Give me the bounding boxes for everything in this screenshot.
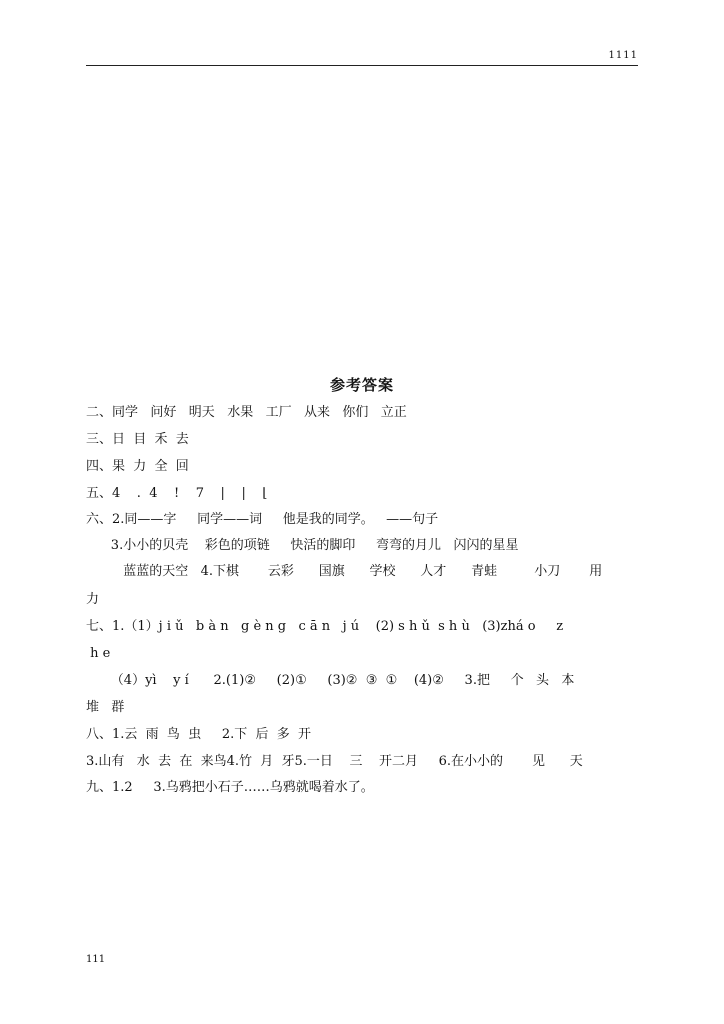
answer-line: 七、1.（1）j i ǔ b à n g è n g c ā n j ú (2) s h ǔ s h ù (3)zhá o z (86, 619, 564, 634)
answer-line: 堆 群 (86, 700, 125, 715)
answer-line: 三、日 目 禾 去 (86, 432, 189, 447)
answer-line: 八、1.云 雨 鸟 虫 2.下 后 多 开 (86, 727, 312, 742)
answer-line: 九、1.2 3.乌鸦把小石子……乌鸦就喝着水了。 (86, 780, 374, 795)
answer-key-title: 参考答案 (329, 376, 394, 394)
footer-page-number: 111 (86, 954, 106, 965)
answer-line: 蓝蓝的天空 4.下棋 云彩 国旗 学校 人才 青蛙 小刀 用 (86, 564, 603, 579)
answer-line: h e (86, 646, 111, 661)
answer-line: 四、果 力 全 回 (86, 459, 189, 474)
answer-line: 3.小小的贝壳 彩色的项链 快活的脚印 弯弯的月儿 闪闪的星星 (86, 538, 519, 553)
answer-line: （4）yì y í 2.(1)② (2)① (3)② ③ ① (4)② 3.把 个 头 本 (86, 673, 575, 688)
answer-line: 3.山有 水 去 在 来鸟4.竹 月 牙5.一日 三 开二月 6.在小小的 见 天 (86, 754, 583, 769)
answer-line: 力 (86, 592, 100, 607)
answer-line: 二、同学 问好 明天 水果 工厂 从来 你们 立正 (86, 405, 407, 420)
header-divider (86, 65, 638, 66)
answer-line: 六、2.同——字 同学——词 他是我的同学。 ——句子 (86, 512, 439, 527)
header-page-number: 1111 (608, 50, 638, 61)
answer-line: 五、4 . 4 ! 7 | | ⌊ (86, 486, 268, 501)
